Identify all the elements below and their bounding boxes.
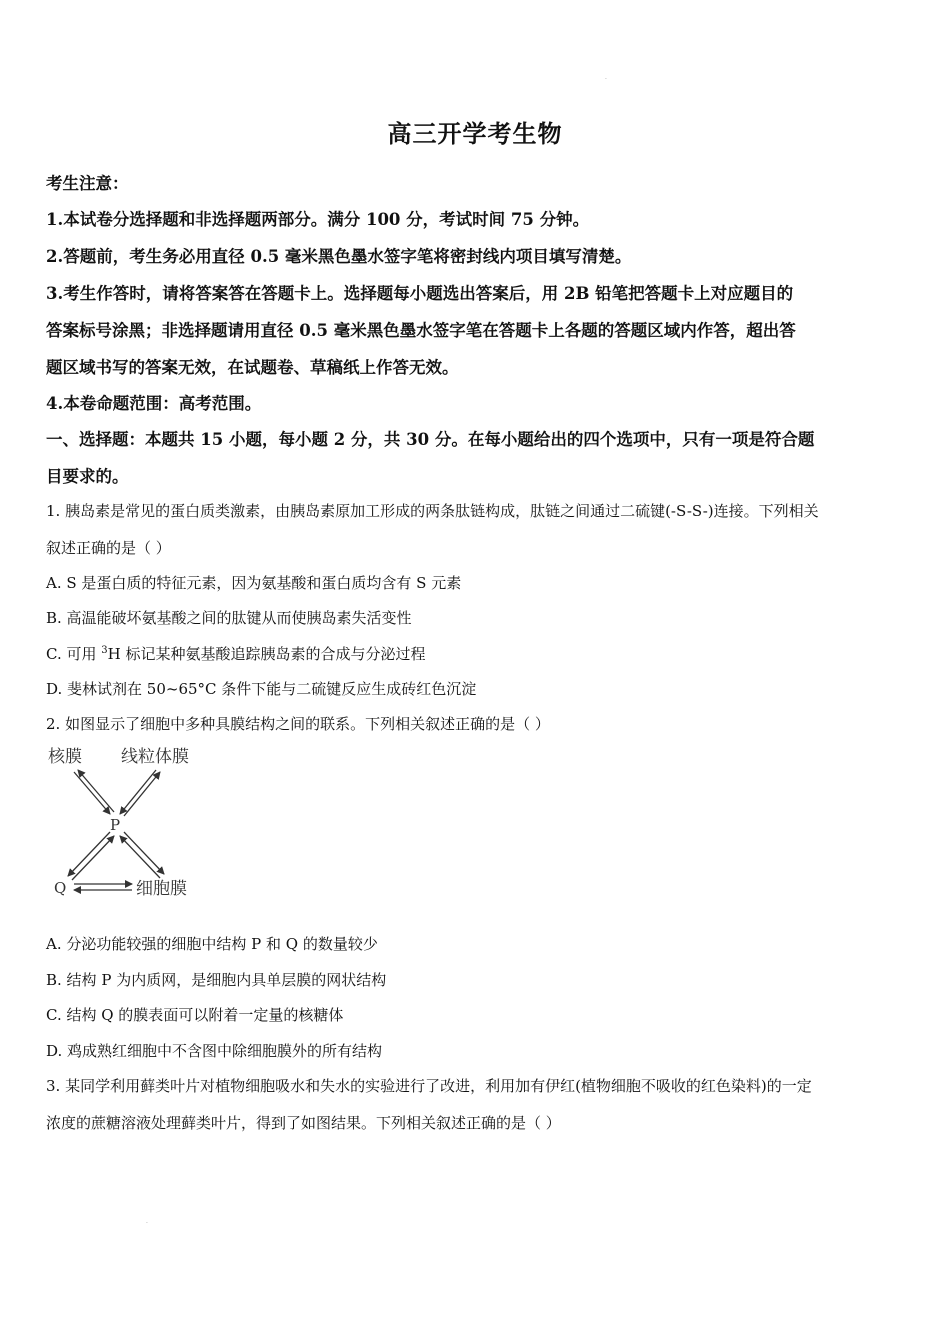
arrow-nucleus-to-p [74,772,110,814]
notice-3-line3: 题区域书写的答案无效，在试题卷、草稿纸上作答无效。 [46,358,459,377]
notice-heading: 考生注意： [46,174,129,193]
q1-option-c [46,643,425,664]
q3-stem-line1: 3. 某同学利用藓类叶片对植物细胞吸水和失水的实验进行了改进，利用加有伊红(植物细胞不吸收的红色染料)的一定 [46,1077,812,1095]
arrow-cellmem-to-p [120,836,160,878]
notice-3-line2: 答案标号涂黑；非选择题请用直径 0.5 毫米黑色墨水签字笔在答题卡上各题的答题区域内作答，超出答 [46,321,796,340]
arrow-p-to-q [68,832,110,876]
arrow-q-to-p [72,836,114,880]
section-heading-line1: 一、选择题：本题共 15 小题，每小题 2 分，共 30 分。在每小题给出的四个选项中，只有一项是符合题 [46,430,815,449]
section-heading-line2: 目要求的。 [46,467,129,486]
q2-option-c: C. 结构 Q 的膜表面可以附着一定量的核糖体 [46,1006,344,1024]
q1-option-c-prefix: C. 可用 [46,645,102,663]
q2-option-d: D. 鸡成熟红细胞中不含图中除细胞膜外的所有结构 [46,1042,383,1060]
q1-option-c-text: H 标记某种氨基酸追踪胰岛素的合成与分泌过程 [107,645,426,663]
q2-option-b: B. 结构 P 为内质网，是细胞内具单层膜的网状结构 [46,971,387,989]
q1-option-a: A. S 是蛋白质的特征元素，因为氨基酸和蛋白质均含有 S 元素 [46,574,462,592]
q2-stem: 2. 如图显示了细胞中多种具膜结构之间的联系。下列相关叙述正确的是（ ） [46,715,550,733]
notice-3-line1: 3.考生作答时，请将答案答在答题卡上。选择题每小题选出答案后，用 2B 铅笔把答题卡上对应题目的 [46,284,794,303]
label-p: P [110,816,121,834]
label-nucleus-membrane: 核膜 [48,747,82,767]
arrow-p-to-mito [120,770,156,814]
page-title: 高三开学考生物 [387,119,563,148]
label-cell-membrane: 细胞膜 [136,879,187,899]
scan-mark-top: · [605,76,607,83]
notice-2: 2.答题前，考生务必用直径 0.5 毫米黑色墨水签字笔将密封线内项目填写清楚。 [46,247,632,266]
q1-option-d: D. 斐林试剂在 50~65°C 条件下能与二硫键反应生成砖红色沉淀 [46,680,477,698]
arrow-p-to-cellmem [124,832,164,874]
notice-4: 4.本卷命题范围：高考范围。 [46,394,262,413]
q1-option-b: B. 高温能破坏氨基酸之间的肽键从而使胰岛素失活变性 [46,609,412,627]
label-q: Q [54,879,67,897]
notice-1: 1.本试卷分选择题和非选择题两部分。满分 100 分，考试时间 75 分钟。 [46,210,590,229]
membrane-diagram [40,740,210,900]
scan-mark-bottom: · [146,1220,148,1227]
arrow-mito-to-p [124,772,160,816]
q1-stem-line1: 1. 胰岛素是常见的蛋白质类激素，由胰岛素原加工形成的两条肽链构成，肽链之间通过二硫键(-S-S-)连接。下列相关 [46,502,819,520]
q3-stem-line2: 浓度的蔗糖溶液处理藓类叶片，得到了如图结果。下列相关叙述正确的是（ ） [46,1114,561,1132]
q1-stem-line2: 叙述正确的是（ ） [46,539,171,557]
q2-option-a: A. 分泌功能较强的细胞中结构 P 和 Q 的数量较少 [46,935,378,953]
label-mito-membrane: 线粒体膜 [121,747,189,767]
q1-option-c-superscript: 3 [101,645,108,656]
membrane-diagram-svg [40,740,210,900]
arrow-p-to-nucleus [78,770,114,812]
